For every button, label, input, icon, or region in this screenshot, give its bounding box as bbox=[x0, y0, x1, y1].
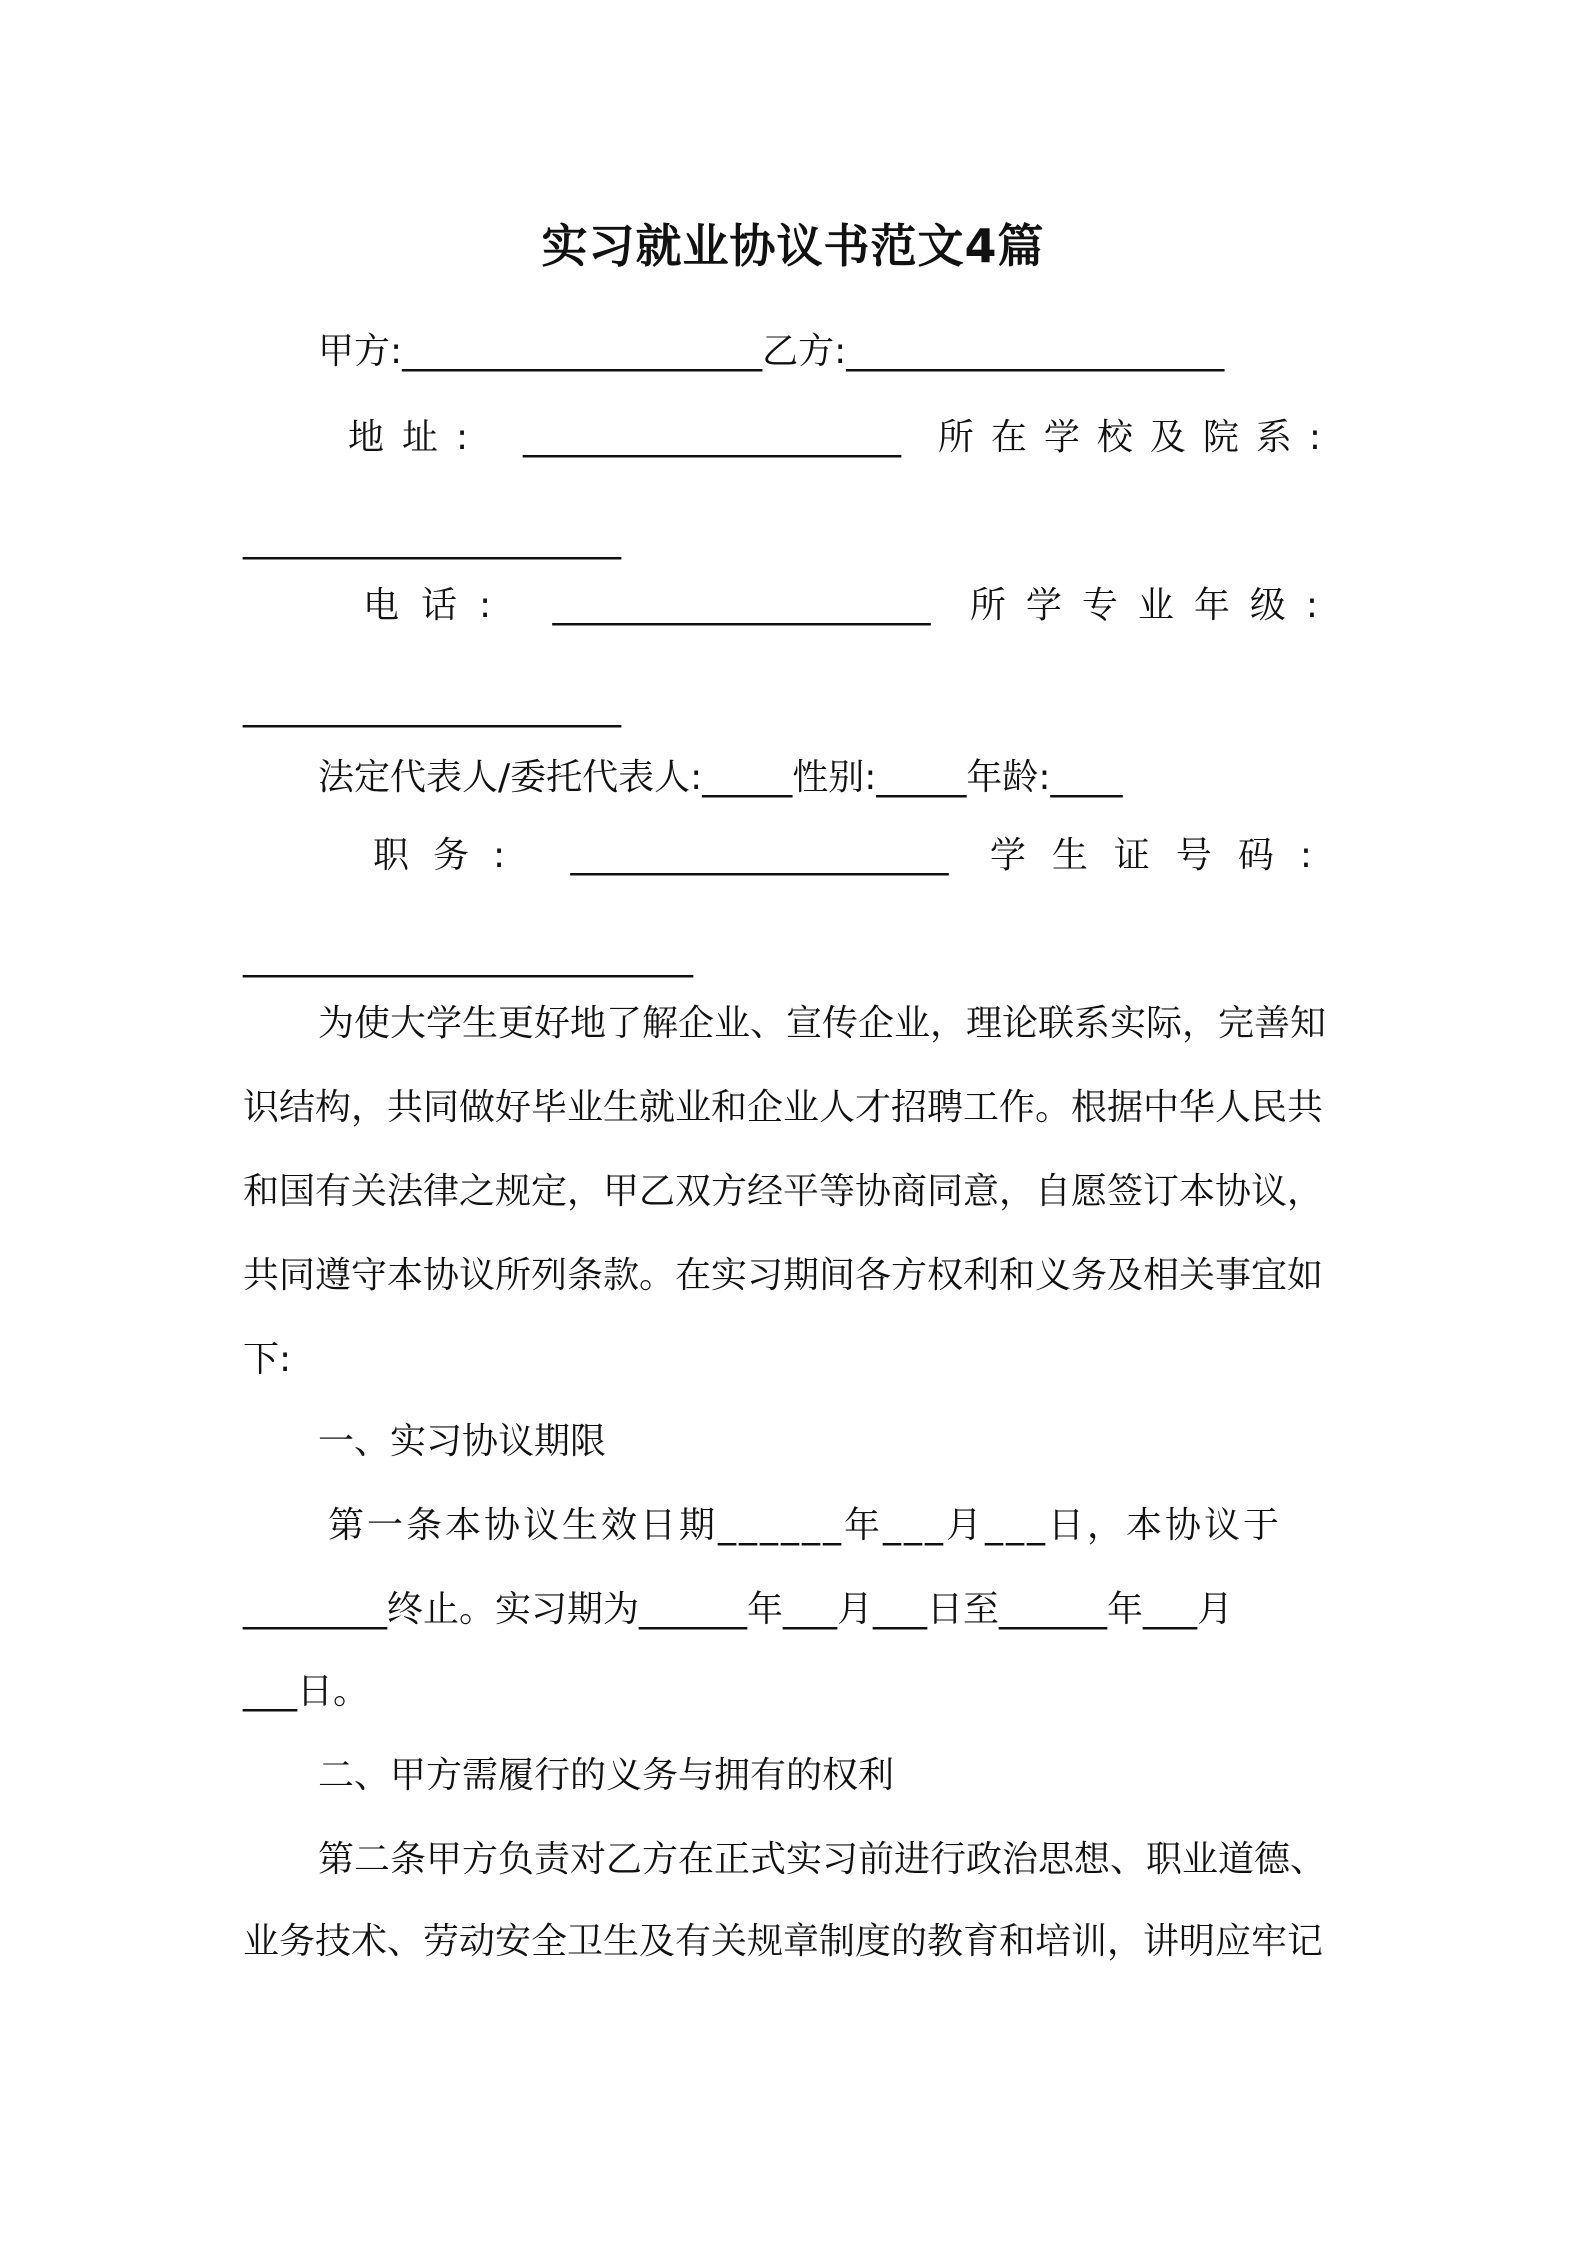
address-school-row bbox=[348, 414, 1338, 462]
party-row: 甲方:____________________乙方:_____________________ bbox=[318, 331, 1225, 372]
intro-line-1: 为使大学生更好地了解企业、宣传企业，理论联系实际，完善知 bbox=[318, 1003, 1327, 1044]
position-student-id-row bbox=[373, 832, 1338, 880]
student-id-blank: _________________________ bbox=[243, 937, 693, 978]
intro-line-2: 识结构，共同做好毕业生就业和企业人才招聘工作。根据中华人民共 bbox=[243, 1087, 1324, 1128]
section-2-heading: 二、甲方需履行的义务与拥有的权利 bbox=[318, 1755, 895, 1796]
student-id-label: 学生证号码: bbox=[989, 835, 1338, 876]
section-1-heading: 一、实习协议期限 bbox=[318, 1421, 607, 1462]
article-1-line-2: ________终止。实习期为______年___月___日至______年___月 bbox=[243, 1589, 1234, 1630]
school-blank: _____________________ bbox=[243, 519, 621, 560]
intro-line-5: 下: bbox=[243, 1339, 292, 1380]
document-title: 实习就业协议书范文4篇 bbox=[541, 219, 1045, 273]
article-1-line-1: 第一条本协议生效日期______年___月___日，本协议于 bbox=[328, 1505, 1283, 1546]
major-label: 所学专业年级: bbox=[969, 585, 1338, 626]
article-2-line-2: 业务技术、劳动安全卫生及有关规章制度的教育和培训，讲明应牢记 bbox=[243, 1921, 1324, 1962]
major-blank: _____________________ bbox=[243, 687, 621, 728]
position-blank: _____________________ bbox=[570, 835, 949, 876]
intro-line-3: 和国有关法律之规定，甲乙双方经平等协商同意，自愿签订本协议， bbox=[243, 1171, 1324, 1212]
address-blank: _____________________ bbox=[523, 417, 901, 458]
address-label: 地址: bbox=[348, 417, 487, 458]
phone-major-row bbox=[363, 582, 1338, 630]
article-2-line-1: 第二条甲方负责对乙方在正式实习前进行政治思想、职业道德、 bbox=[318, 1839, 1327, 1880]
article-1-line-3: ___日。 bbox=[243, 1671, 370, 1712]
phone-label: 电话: bbox=[363, 585, 514, 626]
school-label: 所在学校及院系: bbox=[937, 417, 1338, 458]
position-label: 职务: bbox=[373, 835, 530, 876]
representative-row: 法定代表人/委托代表人:_____性别:_____年龄:____ bbox=[318, 757, 1123, 798]
intro-line-4: 共同遵守本协议所列条款。在实习期间各方权利和义务及相关事宜如 bbox=[243, 1255, 1324, 1296]
phone-blank: _____________________ bbox=[552, 585, 931, 626]
